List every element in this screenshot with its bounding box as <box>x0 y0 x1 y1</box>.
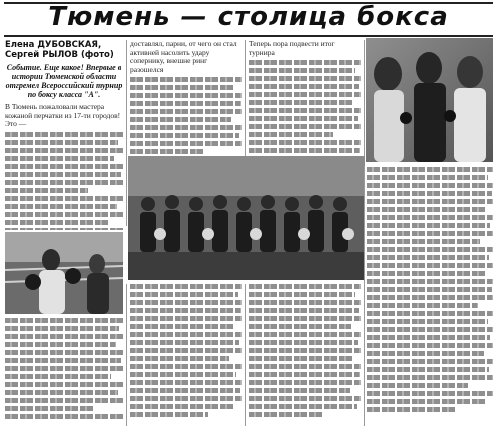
column-separator <box>126 40 127 226</box>
column-1-continued-text-lines <box>5 318 123 419</box>
group-photo-icon <box>128 156 365 280</box>
team-group-photo <box>128 156 365 280</box>
column-1 <box>5 40 123 230</box>
column-separator <box>364 166 365 426</box>
column-3-text-lines <box>249 60 361 169</box>
byline-author-2: Сергей РЫЛОВ (фото) <box>5 50 114 60</box>
column-separator <box>245 284 246 426</box>
column-3-text-start: Теперь пора подвести итог турнира <box>249 40 335 57</box>
column-1-continued <box>5 318 123 426</box>
column-2-continued-text-lines <box>130 284 242 417</box>
column-1-text-lines <box>5 132 123 230</box>
column-4-text-lines <box>367 167 493 412</box>
column-2-continued <box>130 284 242 426</box>
headline: Тюмень — столица бокса <box>48 2 449 32</box>
headline-rule-top <box>4 2 493 4</box>
headline-rule-bottom <box>4 35 493 37</box>
boxer-in-ring-photo <box>5 232 123 314</box>
column-separator <box>126 284 127 426</box>
boxer-photo-icon <box>5 232 123 314</box>
boxers-portrait-photo <box>366 38 493 162</box>
column-4 <box>367 167 493 426</box>
column-separator <box>364 40 365 164</box>
column-3-continued-text-lines <box>249 284 361 417</box>
byline-author-1: Елена ДУБОВСКАЯ, <box>5 40 102 50</box>
column-2-text-start: доставлял, парни, от чего он стал активней насолить удару сопернику, внешне ринг разошелся <box>130 40 237 74</box>
column-1-text-start: В Тюмень пожаловали мастера кожаной перчатки из 17-ти городов! Это — <box>5 102 121 129</box>
column-3-continued <box>249 284 361 426</box>
lead-paragraph: Событие. Еще какое! Впервые в истории Тюменской области отгремел Всероссийский турнир по боксу класса "А". <box>5 63 123 99</box>
boxers-photo-icon <box>366 38 493 162</box>
